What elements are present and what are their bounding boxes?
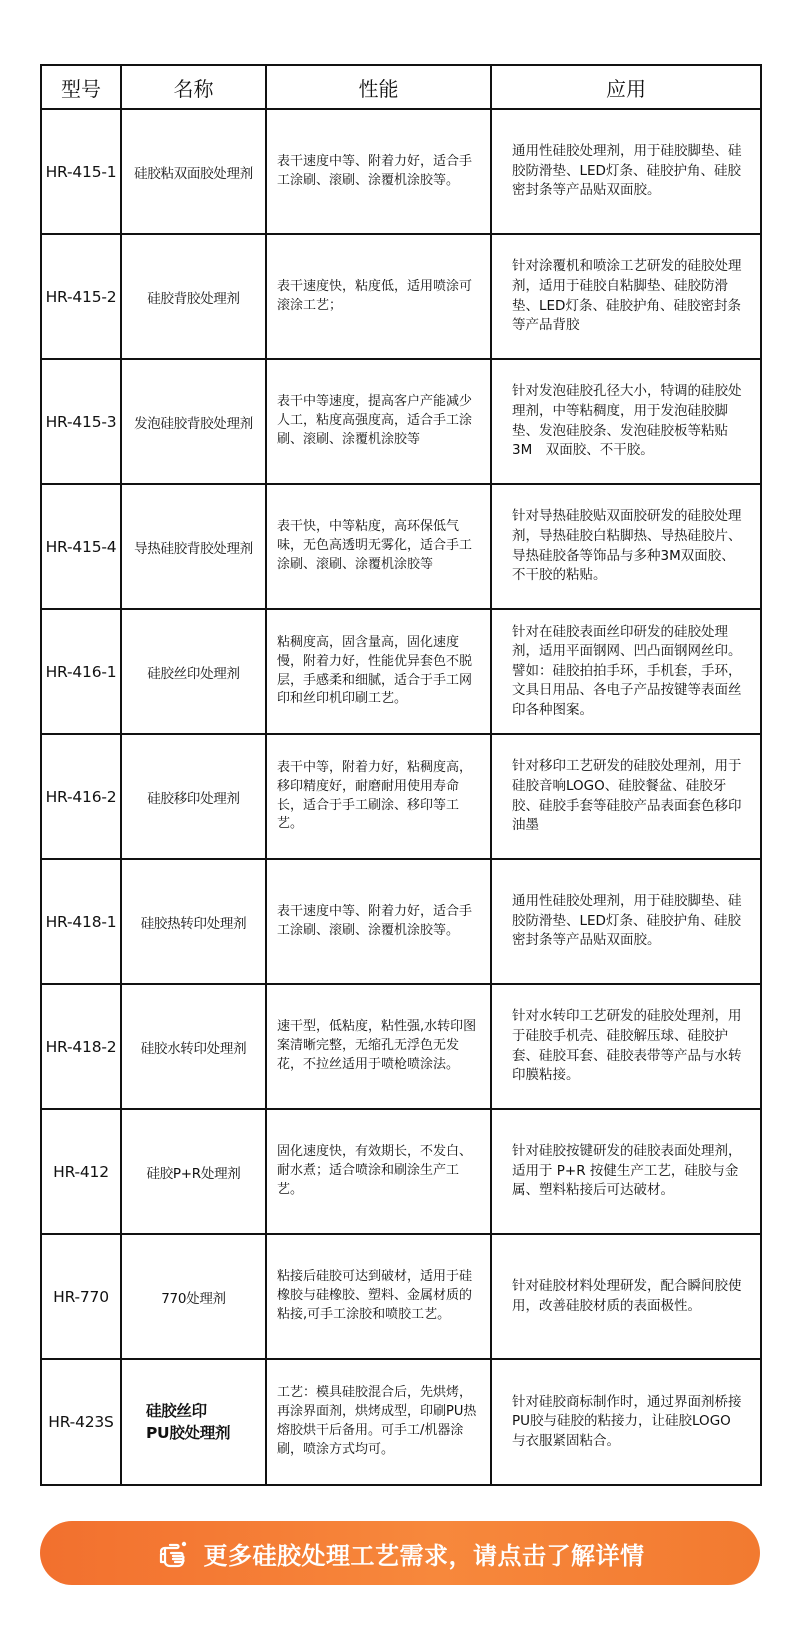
model-cell: HR-418-2	[41, 984, 121, 1109]
model-cell: HR-770	[41, 1234, 121, 1359]
performance-cell: 表干中等，附着力好，粘稠度高，移印精度好，耐磨耐用使用寿命长，适合于手工刷涂、移印等工艺。	[266, 734, 491, 859]
model-cell: HR-415-1	[41, 109, 121, 234]
performance-cell: 粘接后硅胶可达到破材，适用于硅橡胶与硅橡胶、塑料、金属材质的粘接,可手工涂胶和喷胶工艺。	[266, 1234, 491, 1359]
performance-cell: 表干速度中等、附着力好，适合手工涂刷、滚刷、涂覆机涂胶等。	[266, 859, 491, 984]
name-cell: 硅胶移印处理剂	[121, 734, 266, 859]
header-application: 应用	[491, 65, 761, 109]
model-cell: HR-415-3	[41, 359, 121, 484]
table-header-row	[41, 65, 761, 109]
table-row	[41, 734, 761, 859]
table-row	[41, 109, 761, 234]
application-cell: 通用性硅胶处理剂，用于硅胶脚垫、硅胶防滑垫、LED灯条、硅胶护角、硅胶密封条等产品贴双面胶。	[491, 859, 761, 984]
performance-cell: 固化速度快，有效期长，不发白、耐水煮；适合喷涂和刷涂生产工艺。	[266, 1109, 491, 1234]
header-model: 型号	[41, 65, 121, 109]
performance-cell: 表干快，中等粘度，高环保低气味，无色高透明无雾化，适合手工涂刷、滚刷、涂覆机涂胶等	[266, 484, 491, 609]
more-details-button[interactable]	[40, 1521, 760, 1585]
table-row	[41, 1109, 761, 1234]
name-cell: 硅胶P+R处理剂	[121, 1109, 266, 1234]
more-details-label: 更多硅胶处理工艺需求，请点击了解详情	[203, 1541, 645, 1570]
application-cell: 针对在硅胶表面丝印研发的硅胶处理剂，适用平面钢网、凹凸面钢网丝印。譬如：硅胶拍拍手环，手机套，手环，文具日用品、各电子产品按键等表面丝印各种图案。	[491, 609, 761, 734]
table-row	[41, 859, 761, 984]
application-cell: 针对移印工艺研发的硅胶处理剂，用于硅胶音响LOGO、硅胶餐盆、硅胶牙胶、硅胶手套等硅胶产品表面套色移印油墨	[491, 734, 761, 859]
name-cell: 硅胶粘双面胶处理剂	[121, 109, 266, 234]
pointing-hand-icon	[156, 1535, 192, 1571]
performance-cell: 表干中等速度，提高客户产能减少人工，粘度高强度高，适合手工涂刷、滚刷、涂覆机涂胶等	[266, 359, 491, 484]
performance-cell: 表干速度中等、附着力好，适合手工涂刷、滚刷、涂覆机涂胶等。	[266, 109, 491, 234]
table-row	[41, 1234, 761, 1359]
performance-cell: 工艺：模具硅胶混合后，先烘烤，再涂界面剂，烘烤成型，印刷PU热熔胶烘干后备用。可手工/机器涂刷，喷涂方式均可。	[266, 1359, 491, 1485]
table-row	[41, 609, 761, 734]
table-row	[41, 359, 761, 484]
name-cell: 硅胶背胶处理剂	[121, 234, 266, 359]
application-cell: 针对硅胶按键研发的硅胶表面处理剂，适用于 P+R 按健生产工艺，硅胶与金属、塑料粘接后可达破材。	[491, 1109, 761, 1234]
application-cell: 针对水转印工艺研发的硅胶处理剂，用于硅胶手机壳、硅胶解压球、硅胶护套、硅胶耳套、硅胶表带等产品与水转印膜粘接。	[491, 984, 761, 1109]
performance-cell: 速干型，低粘度，粘性强,水转印图案清晰完整，无缩孔无浮色无发花，不拉丝适用于喷枪喷涂法。	[266, 984, 491, 1109]
header-name: 名称	[121, 65, 266, 109]
model-cell: HR-415-2	[41, 234, 121, 359]
name-cell: 770处理剂	[121, 1234, 266, 1359]
performance-cell: 粘稠度高，固含量高，固化速度慢，附着力好，性能优异套色不脱层，手感柔和细腻，适合于手工网印和丝印机印刷工艺。	[266, 609, 491, 734]
name-cell: 发泡硅胶背胶处理剂	[121, 359, 266, 484]
model-cell: HR-416-1	[41, 609, 121, 734]
model-cell: HR-423S	[41, 1359, 121, 1485]
product-spec-table	[40, 64, 762, 1486]
table-row	[41, 234, 761, 359]
performance-cell: 表干速度快，粘度低，适用喷涂可滚涂工艺；	[266, 234, 491, 359]
name-cell: 硅胶丝印处理剂	[121, 609, 266, 734]
model-cell: HR-415-4	[41, 484, 121, 609]
table-row	[41, 984, 761, 1109]
application-cell: 针对硅胶材料处理研发，配合瞬间胶使用，改善硅胶材质的表面极性。	[491, 1234, 761, 1359]
application-cell: 通用性硅胶处理剂，用于硅胶脚垫、硅胶防滑垫、LED灯条、硅胶护角、硅胶密封条等产品贴双面胶。	[491, 109, 761, 234]
application-cell: 针对导热硅胶贴双面胶研发的硅胶处理剂，导热硅胶白粘脚热、导热硅胶片、导热硅胶备等饰品与多种3M双面胶、不干胶的粘贴。	[491, 484, 761, 609]
header-performance: 性能	[266, 65, 491, 109]
table-row	[41, 484, 761, 609]
model-cell: HR-418-1	[41, 859, 121, 984]
application-cell: 针对发泡硅胶孔径大小，特调的硅胶处理剂，中等粘稠度，用于发泡硅胶脚垫、发泡硅胶条、发泡硅胶板等粘贴3M 双面胶、不干胶。	[491, 359, 761, 484]
application-cell: 针对涂覆机和喷涂工艺研发的硅胶处理剂，适用于硅胶自粘脚垫、硅胶防滑垫、LED灯条、硅胶护角、硅胶密封条等产品背胶	[491, 234, 761, 359]
name-cell: 硅胶丝印 PU胶处理剂	[121, 1359, 266, 1485]
table-row	[41, 1359, 761, 1485]
name-cell: 导热硅胶背胶处理剂	[121, 484, 266, 609]
model-cell: HR-416-2	[41, 734, 121, 859]
name-cell: 硅胶热转印处理剂	[121, 859, 266, 984]
model-cell: HR-412	[41, 1109, 121, 1234]
application-cell: 针对硅胶商标制作时，通过界面剂桥接PU胶与硅胶的粘接力，让硅胶LOGO与衣服紧固粘合。	[491, 1359, 761, 1485]
product-spec-table-container	[40, 64, 760, 1486]
name-cell: 硅胶水转印处理剂	[121, 984, 266, 1109]
